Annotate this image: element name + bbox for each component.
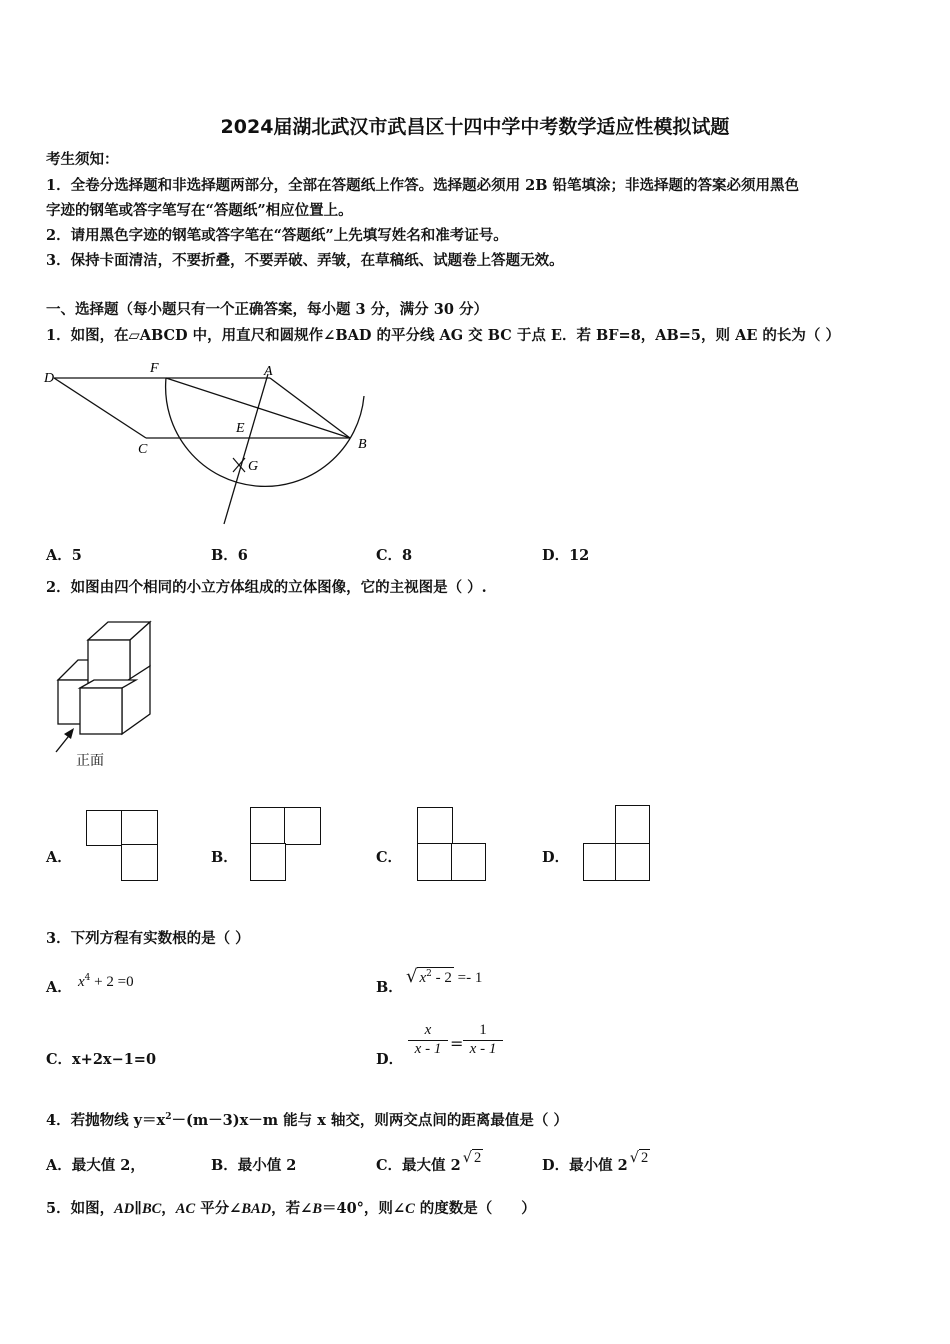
q3-d-eq: = — [450, 1034, 464, 1053]
q3-a-base: x — [78, 974, 85, 990]
line-ag — [224, 374, 268, 524]
q2-option-d-label[interactable]: D． — [542, 849, 570, 866]
q4-option-a[interactable]: A．最大值 2， — [46, 1157, 145, 1174]
q2-d-cell-1 — [615, 805, 650, 845]
q5-c: C — [405, 1201, 415, 1217]
q1-stem: 1．如图，在▱ABCD 中，用直尺和圆规作∠BAD 的平分线 AG 交 BC 于点 E．若 BF=8，AB=5，则 AE 的长为（ ） — [46, 327, 840, 344]
q4-option-b[interactable]: B．最小值 2 — [211, 1157, 297, 1174]
q3-b-base: x — [419, 970, 427, 986]
q5-stem — [46, 1199, 536, 1219]
q4-option-c[interactable] — [376, 1150, 483, 1175]
q5-ac: AC — [175, 1201, 196, 1217]
q5-par: ∥ — [134, 1200, 142, 1217]
q4-stem-sup: 2 — [165, 1112, 172, 1122]
q3-option-a-expr — [78, 972, 134, 991]
q2-c-cell-2 — [417, 843, 453, 881]
q2-stem: 2．如图由四个相同的小立方体组成的立体图像，它的主视图是（ ）. — [46, 579, 487, 596]
q3-b-radicand — [417, 967, 453, 987]
section-heading: 一、选择题（每小题只有一个正确答案，每小题 3 分，满分 30 分） — [46, 301, 488, 318]
q2-b-cell-3 — [250, 843, 286, 881]
q3-d-den1: x - 1 — [414, 1041, 442, 1057]
q5-mid1: 平分∠ — [195, 1200, 242, 1217]
front-arrow-head — [64, 728, 74, 739]
q5-bc: BC — [141, 1201, 162, 1217]
q2-option-c-label[interactable]: C． — [376, 849, 403, 866]
q5-ad: AD — [114, 1201, 135, 1217]
q2-d-cell-3 — [615, 843, 650, 881]
cube-top-front — [88, 640, 130, 684]
label-b: B — [358, 437, 367, 452]
q3-d-num1: x — [408, 1022, 448, 1041]
cube-front-front — [80, 688, 122, 734]
q4-stem — [46, 1107, 568, 1131]
q3-option-b-label[interactable]: B． — [376, 979, 403, 996]
front-label: 正面 — [76, 753, 104, 769]
q2-a-cell-2 — [121, 810, 158, 846]
q3-b-rhs: =- 1 — [453, 970, 483, 986]
notice-heading: 考生须知： — [46, 151, 119, 168]
q2-a-cell-3 — [121, 844, 158, 881]
label-e: E — [236, 421, 245, 436]
q2-d-cell-2 — [583, 843, 617, 881]
q1-option-a[interactable]: A．5 — [46, 547, 82, 564]
q3-a-exp: 4 — [84, 973, 91, 983]
line-ab — [270, 378, 350, 438]
q2-option-b-label[interactable]: B． — [211, 849, 238, 866]
q5-comma: ， — [161, 1200, 176, 1217]
q3-d-frac1 — [408, 1022, 448, 1058]
q2-b-cell-2 — [284, 807, 321, 845]
q5-mid3: ＝40°，则∠ — [321, 1200, 406, 1217]
q4-d-text: D．最小值 2 — [542, 1157, 628, 1174]
q2-b-cell-1 — [250, 807, 286, 845]
label-d: D — [44, 371, 55, 386]
q5-b: B — [312, 1201, 322, 1217]
q5-mid2: ，若∠ — [271, 1200, 313, 1217]
q4-d-sqrt-arg: 2 — [640, 1150, 649, 1166]
q2-c-cell-1 — [417, 807, 453, 845]
q4-option-d[interactable] — [542, 1150, 650, 1175]
q3-option-d-label[interactable]: D． — [376, 1051, 404, 1068]
q5-a: 5．如图， — [46, 1200, 115, 1217]
q2-option-a-label[interactable]: A． — [46, 849, 72, 866]
q2-a-cell-1 — [86, 810, 123, 846]
page-title: 2024届湖北武汉市武昌区十四中学中考数学适应性模拟试题 — [220, 116, 730, 138]
radical-sign: √ — [406, 966, 418, 987]
q3-option-b-expr — [406, 966, 482, 987]
notice-line-1a: 1．全卷分选择题和非选择题两部分，全部在答题纸上作答。选择题必须用 2B 铅笔填涂；非选择题的答案必须用黑色 — [46, 177, 800, 194]
q3-d-den2: x - 1 — [469, 1041, 497, 1057]
q3-stem: 3．下列方程有实数根的是（ ） — [46, 930, 250, 947]
q4-c-text: C．最大值 2 — [376, 1157, 461, 1174]
q5-bad: BAD — [241, 1201, 272, 1217]
q4-stem-a: 4．若抛物线 y＝x — [46, 1111, 166, 1129]
notice-line-3: 3．保持卡面清洁，不要折叠，不要弄破、弄皱，在草稿纸、试题卷上答题无效。 — [46, 252, 564, 269]
q4-c-sqrt: √ 2 — [462, 1150, 482, 1166]
q4-c-sqrt-arg: 2 — [473, 1150, 482, 1166]
q3-d-frac2 — [463, 1022, 503, 1058]
q3-option-c[interactable]: C．x+2x−1=0 — [46, 1051, 157, 1068]
q3-b-rest: - 2 — [431, 970, 452, 986]
q3-b-exp: 2 — [426, 969, 432, 979]
notice-line-1b: 字迹的钢笔或答字笔写在“答题纸”相应位置上。 — [46, 202, 353, 219]
q3-d-num2: 1 — [463, 1022, 503, 1041]
label-c: C — [138, 442, 148, 457]
q2-c-cell-3 — [451, 843, 486, 881]
q1-option-b[interactable]: B．6 — [211, 547, 248, 564]
q3-option-a-label[interactable]: A． — [46, 979, 72, 996]
q5-end: 的度数是（ ） — [414, 1200, 536, 1217]
q1-option-d[interactable]: D．12 — [542, 547, 590, 564]
notice-line-2: 2．请用黑色字迹的钢笔或答字笔在“答题纸”上先填写姓名和准考证号。 — [46, 227, 508, 244]
q2-cube-figure — [50, 618, 160, 774]
line-dc — [54, 378, 146, 438]
q4-stem-b: －(m－3)x－m 能与 x 轴交，则两交点间的距离最值是（ ） — [171, 1111, 568, 1129]
q3-a-rest: + 2 =0 — [90, 974, 134, 990]
label-g: G — [248, 459, 259, 474]
label-a: A — [264, 364, 273, 379]
label-f: F — [150, 361, 159, 376]
q4-d-sqrt: √ 2 — [629, 1150, 649, 1166]
q1-figure — [42, 358, 378, 530]
q1-option-c[interactable]: C．8 — [376, 547, 413, 564]
